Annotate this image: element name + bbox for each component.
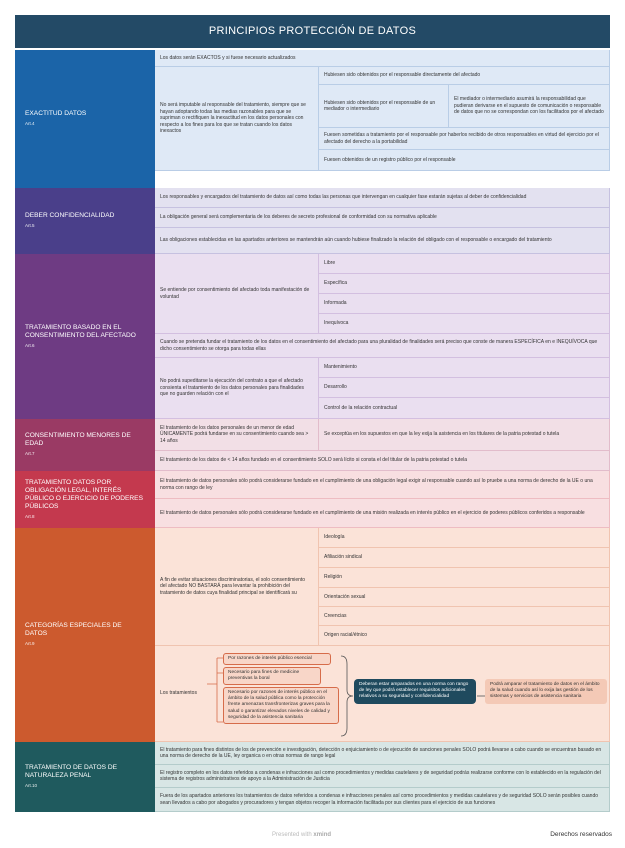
- section-article: Art.6: [25, 342, 35, 348]
- section-exactitud-datos: [15, 50, 610, 188]
- section-title: DEBER CONFIDENCIALIDAD: [25, 212, 115, 219]
- section-title: CONSENTIMIENTO MENORES DE EDAD: [25, 432, 131, 447]
- node[interactable]: No podrá supeditarse la ejecución del contrato a que el afectado consienta el tratamiento de los datos personales para finalidades que no guarden relación con el: [155, 358, 319, 419]
- node[interactable]: Los responsables y encargados del tratamiento de datos así como todas las personas que intervengan en cualquier fase estarán sujetas al deber de confidencialidad: [155, 188, 610, 208]
- section-title: CATEGORÍAS ESPECIALES DE DATOS: [25, 622, 122, 637]
- node[interactable]: Se exceptúa en los supuestos en que la ley exija la asistencia en los titulares de la patria potestad o tutela: [319, 419, 610, 451]
- node[interactable]: El tratamiento de datos personales sólo podrá considerarse fundado en el cumplimiento de una misión realizada en interés público en el ejercicio de poderes públicos conferidos a responsable: [155, 499, 610, 528]
- section-naturaleza-penal: [15, 742, 610, 812]
- xmind-logo: xmind: [313, 832, 332, 838]
- rights-text: Derechos reservados: [550, 831, 612, 838]
- node[interactable]: Cuando se pretenda fundar el tratamiento de los datos en el consentimiento del afectado para una pluralidad de finalidades será preciso que conste de manera ESPECÍFICA en e INEQUÍVOCA que dicho consentimiento se otorga para todas ellas: [155, 334, 610, 358]
- section-label[interactable]: [15, 254, 155, 419]
- section-title: TRATAMIENTO BASADO EN EL CONSENTIMIENTO DEL AFECTADO: [25, 323, 136, 339]
- node[interactable]: Ideología: [319, 528, 610, 548]
- section-article: Art.4: [25, 121, 35, 126]
- page-title: PRINCIPIOS PROTECCIÓN DE DATOS: [15, 15, 610, 48]
- presented-with: [272, 832, 331, 838]
- section-deber-confidencialidad: [15, 188, 610, 254]
- node[interactable]: Específica: [319, 274, 610, 294]
- node-label: Los tratamientos: [160, 690, 197, 697]
- node[interactable]: Afiliación sindical: [319, 548, 610, 568]
- node[interactable]: Se entiende por consentimiento del afectado toda manifestación de voluntad: [155, 254, 319, 334]
- section-label[interactable]: [15, 50, 155, 188]
- section-title: TRATAMIENTO DATOS POR OBLIGACIÓN LEGAL, INTERÉS PÚBLICO O EJERCICIO DE PODERES PÚBLICOS: [25, 478, 143, 510]
- mind-map-page: [15, 15, 610, 812]
- section-label[interactable]: [15, 419, 155, 471]
- node[interactable]: La obligación general será complementaria de los deberes de secreto profesional de conformidad con su normativa aplicable: [155, 208, 610, 228]
- section-title: TRATAMIENTO DE DATOS DE NATURALEZA PENAL: [25, 764, 118, 779]
- salud-publica-node[interactable]: Necesario por razones de interés público en el ámbito de la salud pública como la protección frente amenazas transfronterizas graves para la salud o garantizar elevados niveles de calidad y seguridad de la asistencia sanitaria: [223, 687, 339, 724]
- section-obligacion-legal: [15, 471, 610, 528]
- section-label[interactable]: [15, 188, 155, 254]
- node[interactable]: Hubiesen sido obtenidos por el responsable directamente del afectado: [319, 67, 610, 85]
- section-article: Art.9: [25, 641, 35, 646]
- node[interactable]: Orientación sexual: [319, 588, 610, 607]
- node[interactable]: El tratamiento de datos personales sólo podrá considerarse fundado en el cumplimiento de una obligación legal exigir al responsable cuando así lo pruebe a una norma de derecho de la UE o una norma con rango de ley: [155, 471, 610, 499]
- node[interactable]: Las obligaciones establecidas en las apartados anteriores se mantendrán aún cuando hubiese finalizado la relación del obligado con el responsable o encargado del tratamiento: [155, 228, 610, 254]
- node[interactable]: El registro completo en los datos referidos a condenas e infracciones así como procedimientos y medidas cautelares y de seguridad podrás realizarse conforme con lo establecido en la regulación del sistema de registros administrativos de apoyo a la Administración de Justicia: [155, 765, 610, 788]
- node[interactable]: Informada: [319, 294, 610, 314]
- node[interactable]: El tratamiento de los datos personales de un menor de edad ÚNICAMENTE podrá fundarse en su consentimiento cuando sea > 14 años: [155, 419, 319, 451]
- node[interactable]: El mediador o intermediario asumirá la responsabilidad que pudieran derivarse en el supuesto de comunicación o responsable de datos que no se correspondan con los facilitados por el afectado: [449, 85, 610, 128]
- section-title: EXACTITUD DATOS: [25, 110, 87, 117]
- node[interactable]: Fuesen obtenidos de un registro público por el responsable: [319, 150, 610, 171]
- node[interactable]: A fin de evitar situaciones discriminatorias, el solo consentimiento del afectado NO BASTARÁ para levantar la prohibición del tratamiento de datos cuya finalidad principal se identifícará su: [155, 528, 319, 646]
- section-categorias-especiales: [15, 528, 610, 742]
- section-label[interactable]: [15, 742, 155, 812]
- node[interactable]: No será imputable al responsable del tratamiento, siempre que se hayan adoptando todas las medias razonables para que se supriman o rectifiquen la inexactitud en los datos personales con respecto a los fines para los que se tratan cuando los datos inexactos: [155, 67, 319, 171]
- ambito-salud-node[interactable]: Podrá amparar el tratamiento de datos en el ámbito de la salud cuando así lo exija las gestión de los sistemas y servicios de asistencia sanitaria: [485, 679, 607, 704]
- footer: [0, 830, 625, 844]
- node[interactable]: Control de la relación contractual: [319, 398, 610, 419]
- node[interactable]: Hubiesen sido obtenidos por el responsable de un mediador o intermediario: [319, 85, 449, 128]
- section-menores-edad: [15, 419, 610, 471]
- node[interactable]: Creencias: [319, 607, 610, 626]
- section-article: Art.10: [25, 783, 38, 788]
- node[interactable]: Religión: [319, 568, 610, 588]
- node[interactable]: Fuera de los apartados anteriores los tratamientos de datos referidos a condenas e infracciones penales así como procedimientos y medidas cautelares y de seguridad SOLO serán posibles cuando sean llevados a cabo por abogados y procuradores y tengan objetos recoger la información facilitada por sus clientes para el ejercicio de sus funciones: [155, 788, 610, 812]
- node[interactable]: Mantenimiento: [319, 358, 610, 378]
- presented-text: Presented with: [272, 832, 312, 838]
- section-label[interactable]: [15, 528, 155, 742]
- section-article: Art.7: [25, 451, 35, 456]
- section-article: Art.8: [25, 513, 35, 519]
- node[interactable]: El tratamiento de los datos de < 14 años fundado en el consentimiento SOLO será lícito si consta el del titular de la patria potestad o tutela: [155, 451, 610, 471]
- node[interactable]: Fuesen sometidas a tratamiento por el responsable por haberlos recibido de otros responsables en virtud del ejercicio por el afectado del derecho a la portabilidad: [319, 128, 610, 150]
- amparo-norma-node[interactable]: Deberan estar amparados en una norma con rango de ley que podrá establecer requisitos adicionales relativos a su seguridad y confidencialidad: [354, 679, 476, 704]
- section-consentimiento-afectado: [15, 254, 610, 419]
- node[interactable]: Desarrollo: [319, 378, 610, 398]
- node[interactable]: Los datos serán EXACTOS y si fuese necesario actualizados: [155, 50, 610, 67]
- interes-publico-node[interactable]: Por razones de interés público esencial: [223, 653, 331, 665]
- node[interactable]: El tratamiento para fines distintos de los de prevención e investigación, detección o enjuiciamiento o de ejecución de sanciones penales SOLO podrá llevarse a cabo cuando se encuentran basado en una norma de derecho de la UE, ley organica o en otras normas de rango legal: [155, 742, 610, 765]
- section-article: Art.5: [25, 223, 35, 228]
- medicina-preventiva-node[interactable]: Necesario para fines de medicine preventivas la boral: [223, 667, 321, 685]
- node[interactable]: Inequívoca: [319, 314, 610, 334]
- node[interactable]: Origen racial/étnico: [319, 626, 610, 646]
- section-label[interactable]: [15, 471, 155, 528]
- node[interactable]: Libre: [319, 254, 610, 274]
